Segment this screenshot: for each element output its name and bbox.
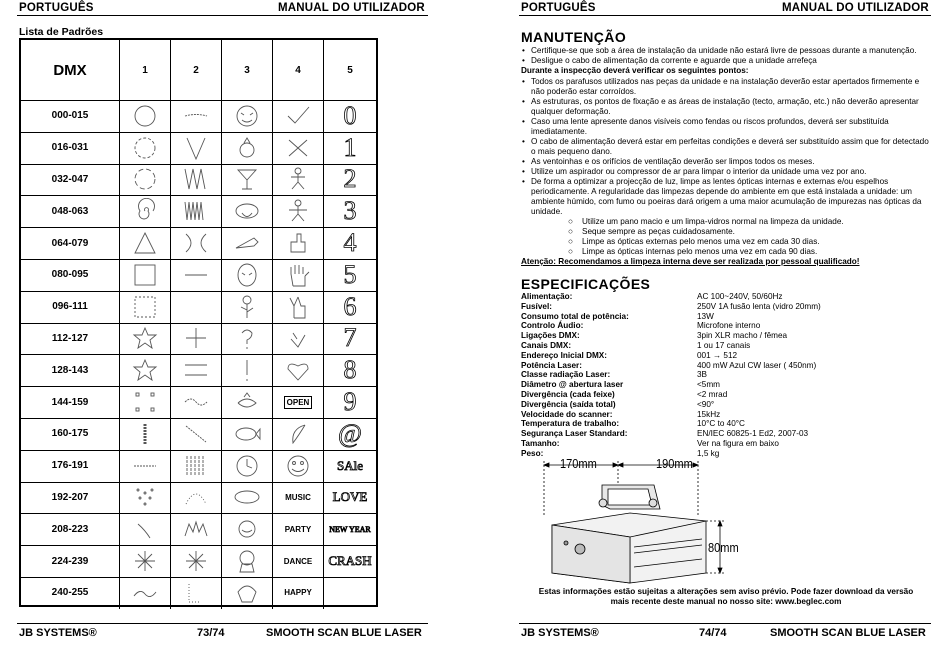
pattern-cell [222,482,273,514]
pattern-text: SAle [337,457,363,473]
dmx-range-cell: 160-175 [21,418,120,450]
table-row [21,577,376,609]
pattern-cell [222,577,273,609]
table-row [21,291,376,324]
pattern-cell [171,513,222,545]
spec-value: <5mm [697,380,720,390]
pattern-cell [273,545,324,577]
pattern-glyph [130,166,160,192]
pattern-cell [222,418,273,450]
pattern-glyph [130,294,160,320]
table-row [21,386,376,419]
dmx-range-cell: 112-127 [21,323,120,355]
pattern-glyph [181,198,211,224]
spec-label: Peso: [521,448,544,458]
spec-label: Tamanho: [521,439,560,448]
pattern-cell [120,227,171,259]
spec-value: Microfone interno [697,321,761,331]
pattern-list-label: Lista de Padrões [19,26,104,38]
pattern-cell [222,545,273,577]
pattern-glyph [232,325,262,351]
spec-label: Ligações DMX: [521,331,580,341]
column-header: 2 [171,40,222,100]
pattern-cell [120,386,171,418]
pattern-cell [273,259,324,291]
pattern-cell [222,354,273,386]
pattern-glyph [283,325,313,351]
pattern-glyph [232,262,262,288]
header-title: MANUAL DO UTILIZADOR [278,2,425,14]
spec-value: 10°C to 40°C [697,419,745,429]
pattern-glyph [283,357,313,383]
pattern-cell [222,227,273,259]
pattern-cell [171,577,222,609]
spec-value: AC 100~240V, 50/60Hz [697,292,783,301]
spec-value: 1 ou 17 canais [697,341,751,350]
pattern-cell [273,227,324,259]
disclaimer-line-1: Estas informações estão sujeitas a alterações sem aviso prévio. Pode fazer download da versão [538,587,914,596]
footer-brand-right: JB SYSTEMS® [521,627,599,639]
spec-label: Canais DMX: [521,341,572,350]
pattern-cell [273,450,324,482]
pattern-cell [120,450,171,482]
table-row [21,227,376,260]
header-title-right: MANUAL DO UTILIZADOR [782,2,929,14]
spec-value: 13W [697,311,714,321]
pattern-cell [324,450,376,482]
table-row [21,100,376,133]
dimension-height: 80mm [708,540,739,555]
pattern-cell [171,164,222,196]
pattern-cell [273,482,324,514]
dimension-width: 170mm [560,456,597,471]
pattern-cell [120,164,171,196]
pattern-cell [171,386,222,418]
pattern-text: OPEN [284,396,313,409]
pattern-cell [171,450,222,482]
table-row [21,354,376,387]
dmx-range-cell: 080-095 [21,259,120,291]
pattern-text: @ [338,418,362,448]
pattern-cell [171,418,222,450]
pattern-cell [222,100,273,132]
spec-value: 3B [697,370,708,380]
footer-page-number: 73/74 [197,627,225,639]
pattern-cell [324,132,376,164]
pattern-glyph [283,421,313,447]
attention-note: Atenção: Recomendamos a limpeza interna deve ser realizada por pessoal qualificado! [521,257,860,266]
table-row [21,545,376,578]
pattern-cell [120,100,171,132]
spec-label: Potência Laser: [521,360,582,370]
pattern-glyph [283,135,313,161]
spec-label: Divergência (cada feixe) [521,390,615,399]
pattern-glyph [283,294,313,320]
pattern-table [19,38,378,607]
pattern-text: 3 [343,196,357,226]
pattern-cell [273,386,324,418]
pattern-cell [222,291,273,323]
pattern-cell [120,545,171,577]
pattern-cell [120,195,171,227]
pattern-cell [222,195,273,227]
pattern-glyph [181,103,211,129]
pattern-glyph [232,421,262,447]
spec-value: 400 mW Azul CW laser ( 450nm) [697,360,817,370]
pattern-cell [273,577,324,609]
footer-rule-right [519,623,931,624]
pattern-glyph [181,262,211,288]
pattern-cell [324,164,376,196]
pattern-cell [273,354,324,386]
pattern-text: LOVE [332,489,368,505]
spec-label: Alimentação: [521,292,573,301]
pattern-cell [324,545,376,577]
pattern-cell [273,195,324,227]
header-language: PORTUGUÊS [19,2,94,14]
pattern-text: 9 [343,387,357,417]
pattern-text: 6 [343,291,357,321]
pattern-glyph [181,230,211,256]
pattern-glyph [130,421,160,447]
dmx-range-cell: 240-255 [21,577,120,609]
pattern-glyph [232,453,262,479]
pattern-glyph [130,516,160,542]
dmx-range-cell: 208-223 [21,513,120,545]
column-header: 1 [120,40,171,100]
pattern-glyph [283,453,313,479]
dimension-depth: 190mm [656,456,693,471]
pattern-text: 1 [343,132,357,162]
dmx-range-cell: 144-159 [21,386,120,418]
pattern-glyph [181,580,211,606]
spec-value: 1,5 kg [697,448,720,458]
pattern-text: 8 [343,355,357,385]
pattern-glyph [181,548,211,574]
pattern-glyph [181,484,211,510]
footer-brand: JB SYSTEMS® [19,627,97,639]
dmx-range-cell: 128-143 [21,354,120,386]
pattern-glyph [181,357,211,383]
pattern-glyph [283,166,313,192]
spec-value: 3pin XLR macho / fêmea [697,331,788,341]
pattern-cell [324,418,376,450]
pattern-text: 7 [343,323,357,353]
pattern-cell [222,164,273,196]
table-row [21,259,376,292]
pattern-glyph [232,389,262,415]
spec-label: Diâmetro @ abertura laser [521,380,624,390]
pattern-glyph [130,357,160,383]
pattern-glyph [232,580,262,606]
pattern-glyph [232,357,262,383]
pattern-glyph [130,103,160,129]
disclaimer-line-2: mais recente deste manual no nosso site: www.beglec.com [610,597,842,606]
pattern-cell [171,291,222,323]
inspection-heading: Durante a inspecção deverá verificar os seguintes pontos: [521,66,749,75]
pattern-cell [324,227,376,259]
pattern-cell [324,513,376,545]
pattern-cell [324,195,376,227]
pattern-cell [324,386,376,418]
device-dimension-drawing [530,455,750,590]
pattern-glyph [181,421,211,447]
pattern-cell [324,259,376,291]
header-language-right: PORTUGUÊS [521,2,596,14]
pattern-cell [171,132,222,164]
pattern-glyph [283,262,313,288]
pattern-text: MUSIC [285,492,311,502]
spec-value: 250V 1A fusão lenta (vidro 20mm) [697,301,821,311]
pattern-cell [120,513,171,545]
pattern-glyph [232,548,262,574]
table-row [21,418,376,451]
pattern-glyph [130,135,160,161]
dmx-range-cell: 032-047 [21,164,120,196]
pattern-cell [171,354,222,386]
pattern-cell [171,482,222,514]
pattern-text: 5 [343,259,357,289]
dmx-range-cell: 064-079 [21,227,120,259]
spec-label: Consumo total de potência: [521,311,629,321]
pattern-glyph [232,516,262,542]
header-rule-right [519,15,931,16]
spec-value: Ver na figura em baixo [697,439,779,448]
pattern-glyph [130,580,160,606]
table-row [21,323,376,356]
pattern-cell [120,132,171,164]
table-row [21,164,376,197]
pattern-glyph [232,135,262,161]
spec-label: Temperatura de trabalho: [521,419,620,429]
pattern-cell [273,132,324,164]
pattern-glyph [130,389,160,415]
table-row [21,132,376,165]
pattern-text: 2 [343,164,357,194]
pattern-cell [120,577,171,609]
column-header: 5 [347,64,353,76]
pattern-cell [273,323,324,355]
pattern-cell [324,291,376,323]
pattern-glyph [181,325,211,351]
table-header-row [21,40,376,101]
pattern-glyph [232,230,262,256]
pattern-glyph [283,103,313,129]
pattern-cell [324,100,376,132]
footer-rule [17,623,428,624]
spec-label: Endereço Inicial DMX: [521,350,607,360]
pattern-cell [171,195,222,227]
pattern-glyph [232,294,262,320]
dmx-range-cell: 192-207 [21,482,120,514]
pattern-text: HAPPY [284,588,312,598]
pattern-text: NEW YEAR [329,524,371,534]
pattern-glyph [130,230,160,256]
spec-label: Fusível: [521,301,552,311]
column-header: 3 [222,40,273,100]
spec-label: Divergência (saída total) [521,399,616,409]
pattern-cell [324,323,376,355]
column-header: 4 [273,40,324,100]
table-row [21,513,376,546]
pattern-glyph [232,484,262,510]
spec-label: Classe radiação Laser: [521,370,611,380]
pattern-text: DANCE [283,556,313,566]
pattern-cell [222,450,273,482]
pattern-cell [222,513,273,545]
spec-value: 001 → 512 [697,350,738,360]
pattern-cell [222,259,273,291]
pattern-glyph [130,453,160,479]
footer-product: SMOOTH SCAN BLUE LASER [266,627,422,639]
pattern-cell [273,513,324,545]
pattern-glyph [283,230,313,256]
dmx-range-cell: 224-239 [21,545,120,577]
pattern-cell [324,577,376,609]
specifications-title: ESPECIFICAÇÕES [521,276,651,292]
pattern-glyph [181,135,211,161]
dmx-range-cell: 000-015 [21,100,120,132]
pattern-cell [120,482,171,514]
table-row [21,482,376,515]
pattern-cell [324,482,376,514]
pattern-glyph [232,166,262,192]
pattern-glyph [130,325,160,351]
pattern-text: 0 [343,100,357,130]
pattern-cell [171,323,222,355]
pattern-glyph [130,198,160,224]
dmx-range-cell: 176-191 [21,450,120,482]
spec-value: 15kHz [697,409,721,419]
pattern-cell [171,545,222,577]
pattern-cell [120,323,171,355]
pattern-cell [120,259,171,291]
pattern-glyph [232,198,262,224]
spec-label: Segurança Laser Standard: [521,429,628,439]
pattern-text: PARTY [284,524,312,534]
spec-value: EN/IEC 60825-1 Ed2, 2007-03 [697,429,809,439]
pattern-cell [324,354,376,386]
pattern-cell [273,164,324,196]
pattern-cell [171,227,222,259]
spec-label: Controlo Áudio: [521,321,584,331]
pattern-glyph [283,198,313,224]
footer-product-right: SMOOTH SCAN BLUE LASER [770,627,926,639]
dmx-range-cell: 048-063 [21,195,120,227]
pattern-glyph [130,262,160,288]
pattern-cell [222,132,273,164]
pattern-glyph [130,548,160,574]
spec-value: <2 mrad [697,390,728,399]
pattern-cell [120,418,171,450]
pattern-text: CRASH [328,553,372,569]
dmx-range-cell: 096-111 [21,291,120,323]
spec-label: Velocidade do scanner: [521,409,613,419]
pattern-cell [120,291,171,323]
table-row [21,450,376,483]
pattern-glyph [181,389,211,415]
header-rule [17,15,428,16]
table-row [21,195,376,228]
pattern-glyph [232,103,262,129]
pattern-text: 4 [343,228,357,258]
table-corner-header: DMX [21,40,120,100]
spec-value: <90° [697,399,715,409]
pattern-cell [222,323,273,355]
pattern-cell [222,386,273,418]
maintenance-title: MANUTENÇÃO [521,29,627,45]
pattern-cell [120,354,171,386]
pattern-glyph [181,453,211,479]
pattern-cell [171,259,222,291]
dmx-range-cell: 016-031 [21,132,120,164]
pattern-cell [171,100,222,132]
footer-page-number-right: 74/74 [699,627,727,639]
pattern-glyph [130,484,160,510]
pattern-cell [273,418,324,450]
pattern-glyph [181,166,211,192]
pattern-cell [273,291,324,323]
pattern-glyph [181,516,211,542]
pattern-cell [273,100,324,132]
